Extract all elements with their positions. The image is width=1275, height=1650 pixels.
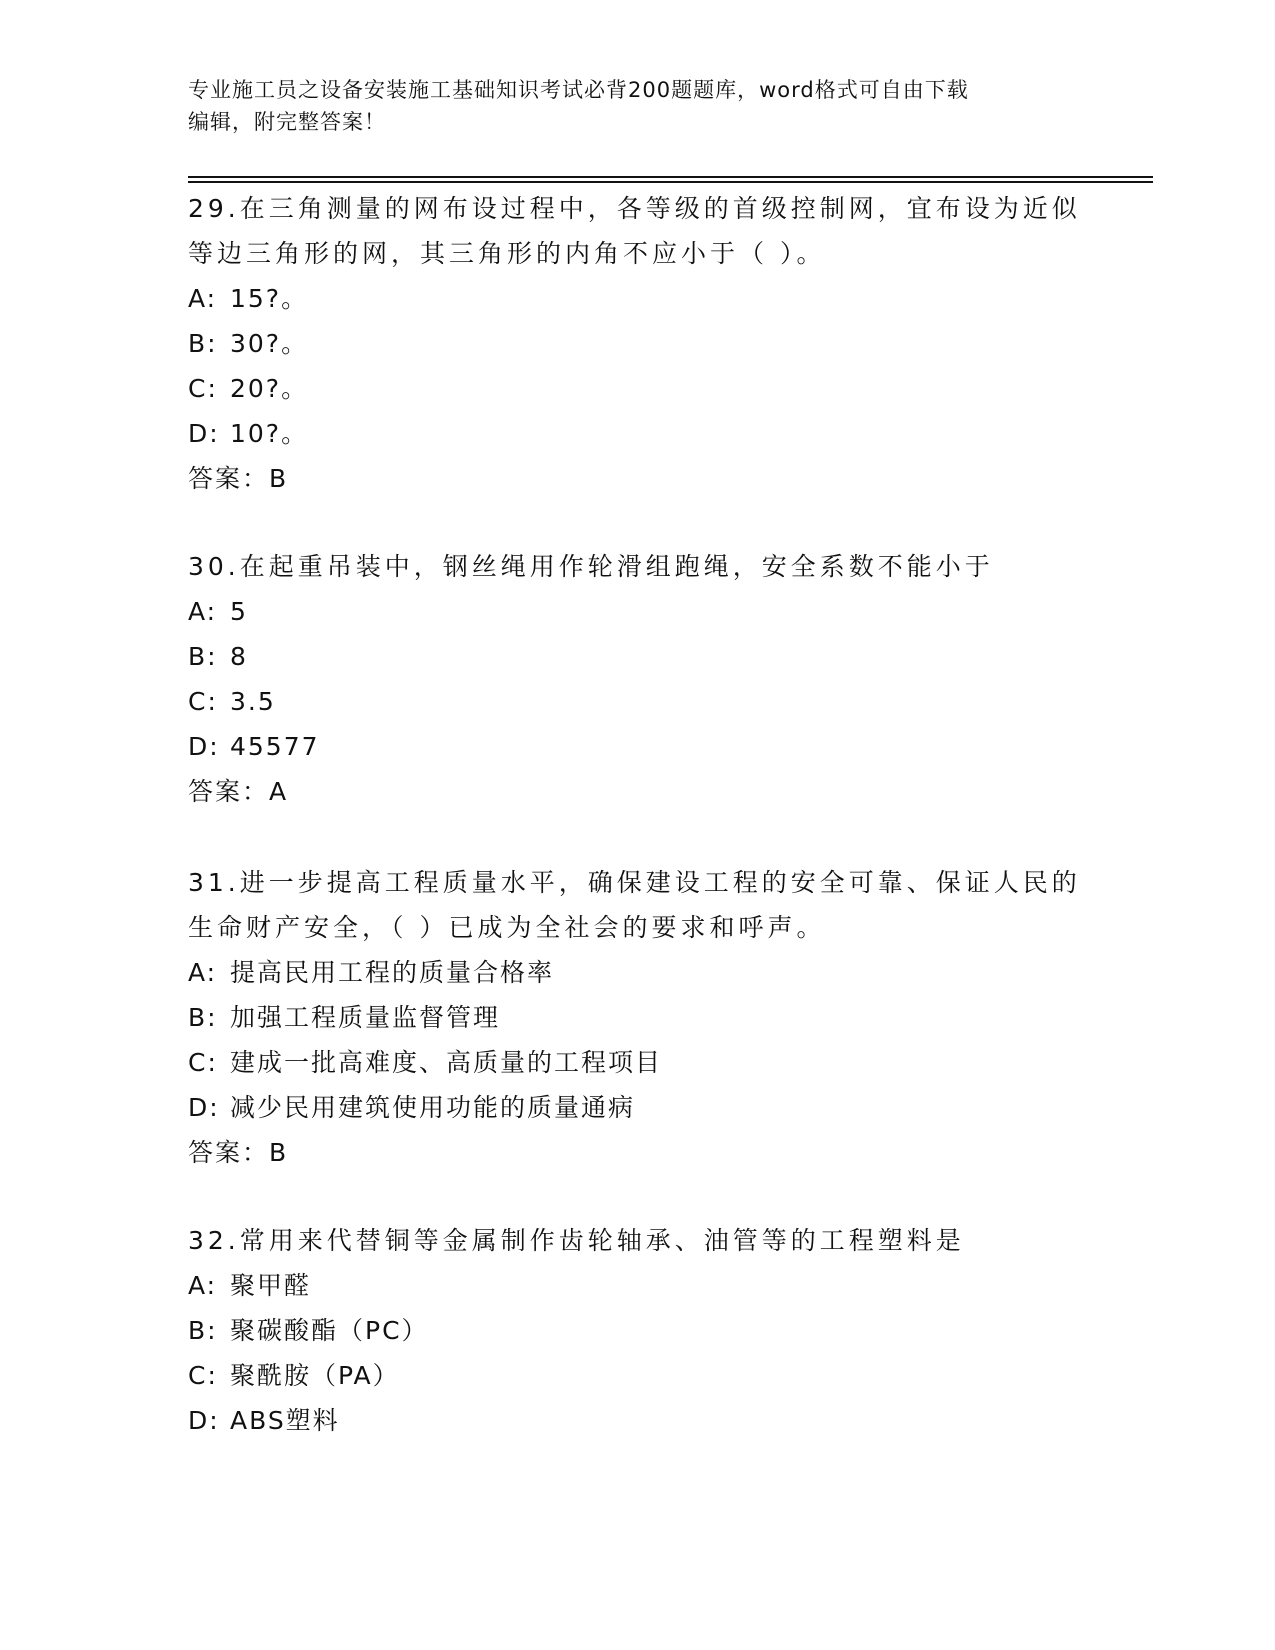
option-letter: D: bbox=[188, 732, 220, 761]
question-text-line1: 30.在起重吊装中，钢丝绳用作轮滑组跑绳，安全系数不能小于 bbox=[188, 552, 994, 581]
option-d bbox=[188, 1398, 1088, 1443]
option-letter: B: bbox=[188, 1316, 218, 1345]
option-c bbox=[188, 679, 1088, 724]
option-b bbox=[188, 1308, 1088, 1353]
option-text: 聚碳酸酯（PC） bbox=[230, 1316, 429, 1345]
question-text-line1: 31.进一步提高工程质量水平，确保建设工程的安全可靠、保证人民的 bbox=[188, 868, 1081, 897]
option-a bbox=[188, 1263, 1088, 1308]
option-text: 建成一批高难度、高质量的工程项目 bbox=[230, 1048, 663, 1077]
option-letter: D: bbox=[188, 1406, 220, 1435]
option-letter: C: bbox=[188, 1048, 218, 1077]
answer-text: 答案：B bbox=[188, 464, 289, 493]
option-text: 提高民用工程的质量合格率 bbox=[230, 958, 555, 987]
question-text-line2: 等边三角形的网，其三角形的内角不应小于（ ）。 bbox=[188, 239, 826, 268]
document-header bbox=[188, 74, 1068, 138]
option-letter: A: bbox=[188, 958, 218, 987]
header-title-line2: 编辑，附完整答案！ bbox=[188, 110, 386, 134]
header-title-line1: 专业施工员之设备安装施工基础知识考试必背200题题库，word格式可自由下载 bbox=[188, 78, 969, 102]
option-text: 15?。 bbox=[230, 284, 309, 313]
option-letter: B: bbox=[188, 329, 218, 358]
option-letter: C: bbox=[188, 1361, 218, 1390]
option-letter: C: bbox=[188, 374, 218, 403]
option-c bbox=[188, 366, 1088, 411]
question-text-line1: 32.常用来代替铜等金属制作齿轮轴承、油管等的工程塑料是 bbox=[188, 1226, 965, 1255]
option-text: 聚甲醛 bbox=[230, 1271, 312, 1300]
option-letter: C: bbox=[188, 687, 218, 716]
option-text: 加强工程质量监督管理 bbox=[230, 1003, 501, 1032]
answer-text: 答案：A bbox=[188, 777, 289, 806]
option-d bbox=[188, 724, 1088, 769]
option-text: 10?。 bbox=[230, 419, 309, 448]
header-divider-top bbox=[188, 176, 1153, 178]
option-letter: A: bbox=[188, 1271, 218, 1300]
option-letter: B: bbox=[188, 1003, 218, 1032]
option-b bbox=[188, 321, 1088, 366]
question-30 bbox=[188, 544, 1088, 814]
option-a bbox=[188, 589, 1088, 634]
option-b bbox=[188, 634, 1088, 679]
option-text: 聚酰胺（PA） bbox=[230, 1361, 400, 1390]
question-text-line1: 29.在三角测量的网布设过程中，各等级的首级控制网，宜布设为近似 bbox=[188, 194, 1081, 223]
option-c bbox=[188, 1353, 1088, 1398]
option-a bbox=[188, 276, 1088, 321]
option-d bbox=[188, 411, 1088, 456]
option-text: 减少民用建筑使用功能的质量通病 bbox=[230, 1093, 636, 1122]
option-letter: A: bbox=[188, 597, 218, 626]
option-letter: D: bbox=[188, 419, 220, 448]
option-letter: D: bbox=[188, 1093, 220, 1122]
question-31 bbox=[188, 860, 1088, 1175]
option-b bbox=[188, 995, 1088, 1040]
answer-text: 答案：B bbox=[188, 1138, 289, 1167]
option-text: 5 bbox=[230, 597, 248, 626]
option-letter: A: bbox=[188, 284, 218, 313]
question-32 bbox=[188, 1218, 1088, 1443]
option-d bbox=[188, 1085, 1088, 1130]
option-text: 8 bbox=[230, 642, 248, 671]
option-a bbox=[188, 950, 1088, 995]
option-c bbox=[188, 1040, 1088, 1085]
question-text-line2: 生命财产安全，（ ）已成为全社会的要求和呼声。 bbox=[188, 913, 826, 942]
option-text: ABS塑料 bbox=[230, 1406, 340, 1435]
option-text: 3.5 bbox=[230, 687, 276, 716]
option-text: 45577 bbox=[230, 732, 320, 761]
option-letter: B: bbox=[188, 642, 218, 671]
question-29 bbox=[188, 186, 1088, 501]
header-divider-bottom bbox=[188, 181, 1153, 183]
option-text: 30?。 bbox=[230, 329, 309, 358]
option-text: 20?。 bbox=[230, 374, 309, 403]
